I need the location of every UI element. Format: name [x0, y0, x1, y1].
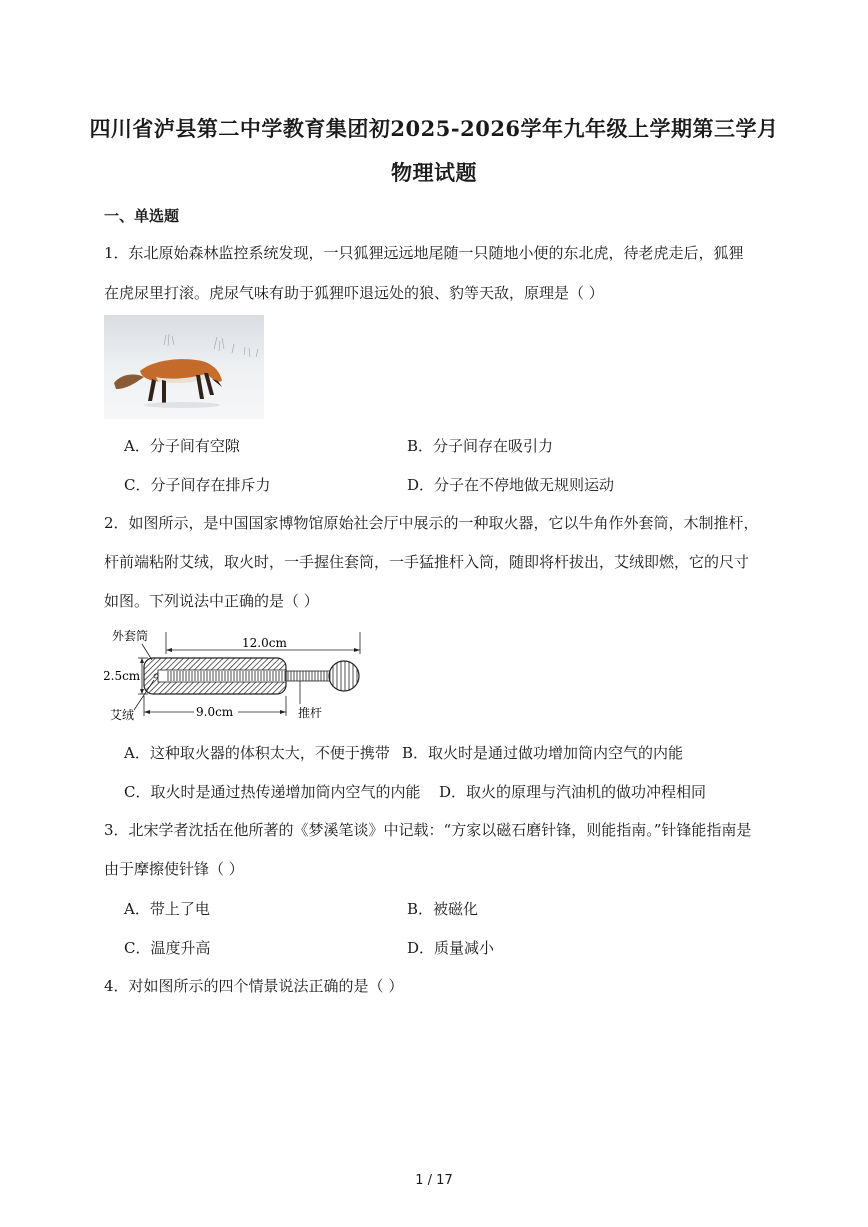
- title-line-1: 四川省泸县第二中学教育集团初2025-2026学年九年级上学期第三学月: [89, 116, 779, 141]
- q2-stem-line-3: 如图。下列说法中正确的是（ ）: [104, 592, 319, 610]
- section-heading: 一、单选题: [104, 207, 180, 225]
- q3-option-d: D．质量减小: [407, 939, 495, 957]
- label-outer-tube: 外套筒: [112, 629, 149, 643]
- q2-option-b: B．取火时是通过做功增加筒内空气的内能: [402, 744, 684, 762]
- q1-option-b: B．分子间存在吸引力: [407, 437, 554, 455]
- label-tinder: 艾绒: [110, 708, 135, 722]
- q1-option-c: C．分子间存在排斥力: [124, 476, 271, 494]
- label-diameter: 2.5cm: [104, 669, 141, 683]
- q2-stem-line-2: 杆前端粘附艾绒，取火时，一手握住套筒，一手猛推杆入筒，随即将杆拔出，艾绒即燃，它的尺寸: [104, 553, 750, 571]
- q2-option-c: C．取火时是通过热传递增加筒内空气的内能: [124, 783, 421, 801]
- label-length: 12.0cm: [242, 636, 287, 650]
- q2-option-a: A．这种取火器的体积太大，不便于携带: [124, 744, 390, 762]
- label-rod: 推杆: [298, 706, 323, 720]
- q1-stem-line-1: 1．东北原始森林监控系统发现，一只狐狸远远地尾随一只随地小便的东北虎，待老虎走后，狐狸: [104, 244, 744, 262]
- fox-photo: [104, 315, 264, 419]
- q2-stem-line-1: 2．如图所示，是中国国家博物馆原始社会厅中展示的一种取火器，它以牛角作外套筒，木制推杆，: [104, 514, 759, 532]
- q2-option-d: D．取火的原理与汽油机的做功冲程相同: [439, 783, 707, 801]
- q3-stem-line-2: 由于摩擦使针锋（ ）: [104, 860, 244, 878]
- q4-stem-line-1: 4．对如图所示的四个情景说法正确的是（ ）: [104, 977, 404, 995]
- q1-option-d: D．分子在不停地做无规则运动: [407, 476, 615, 494]
- q3-option-a: A．带上了电: [124, 900, 210, 918]
- title-line-2: 物理试题: [391, 160, 477, 185]
- q3-option-c: C．温度升高: [124, 939, 211, 957]
- page-number: 1 / 17: [415, 1173, 453, 1188]
- q3-option-b: B．被磁化: [407, 900, 479, 918]
- fire-starter-diagram: [104, 624, 374, 724]
- label-inner-length: 9.0cm: [196, 705, 234, 719]
- q3-stem-line-1: 3．北宋学者沈括在他所著的《梦溪笔谈》中记载：“方家以磁石磨针锋，则能指南。”针锋能指南是: [104, 821, 752, 839]
- q1-stem-line-2: 在虎尿里打滚。虎尿气味有助于狐狸吓退远处的狼、豹等天敌，原理是（ ）: [104, 284, 604, 302]
- q1-option-a: A．分子间有空隙: [124, 437, 240, 455]
